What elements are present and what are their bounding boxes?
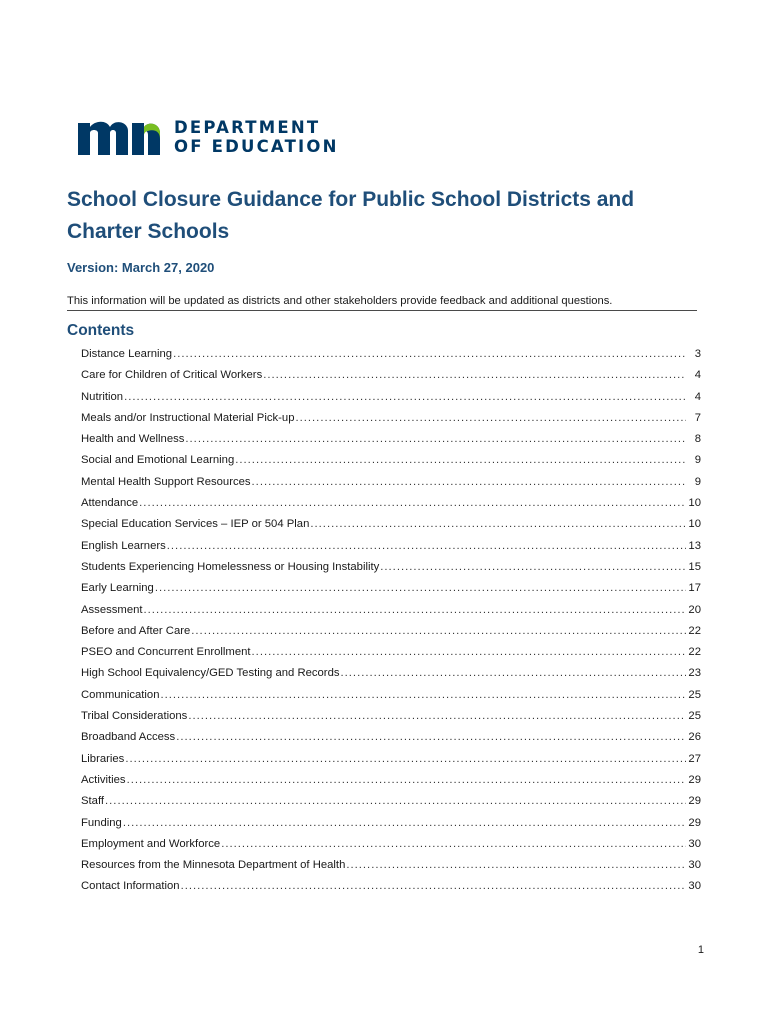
toc-entry[interactable] — [81, 557, 701, 578]
toc-leader-dots — [160, 685, 686, 706]
toc-entry-page: 7 — [694, 411, 701, 424]
toc-entry-label[interactable]: Before and After Care — [81, 624, 191, 637]
toc-leader-dots — [310, 514, 686, 535]
contents-heading: Contents — [67, 322, 135, 339]
toc-entry-label[interactable]: PSEO and Concurrent Enrollment — [81, 646, 251, 659]
toc-entry[interactable] — [81, 408, 701, 429]
toc-entry-page: 15 — [688, 560, 701, 573]
toc-entry-page: 23 — [688, 667, 701, 680]
toc-entry[interactable] — [81, 493, 701, 514]
toc-entry-label[interactable]: Employment and Workforce — [81, 837, 221, 850]
toc-entry-label[interactable]: Activities — [81, 773, 126, 786]
table-of-contents — [81, 344, 701, 898]
toc-entry-page: 4 — [694, 369, 701, 382]
toc-entry[interactable] — [81, 770, 701, 791]
toc-leader-dots — [341, 663, 686, 684]
toc-leader-dots — [123, 813, 686, 834]
toc-entry-label[interactable]: Broadband Access — [81, 731, 176, 744]
toc-leader-dots — [252, 472, 686, 493]
toc-entry[interactable] — [81, 429, 701, 450]
toc-entry-page: 29 — [688, 816, 701, 829]
toc-leader-dots — [185, 429, 686, 450]
logo-line-2: OF EDUCATION — [174, 137, 339, 156]
toc-leader-dots — [176, 727, 686, 748]
toc-entry[interactable] — [81, 472, 701, 493]
toc-leader-dots — [139, 493, 686, 514]
toc-entry-page: 22 — [688, 624, 701, 637]
toc-entry[interactable] — [81, 578, 701, 599]
toc-entry-page: 13 — [688, 539, 701, 552]
toc-leader-dots — [167, 536, 686, 557]
version-date: Version: March 27, 2020 — [67, 260, 215, 275]
toc-entry[interactable] — [81, 387, 701, 408]
toc-entry-label[interactable]: High School Equivalency/GED Testing and Records — [81, 667, 340, 680]
toc-entry[interactable] — [81, 621, 701, 642]
toc-entry-page: 27 — [688, 752, 701, 765]
toc-leader-dots — [263, 365, 686, 386]
toc-leader-dots — [235, 450, 686, 471]
toc-entry[interactable] — [81, 450, 701, 471]
toc-entry-label[interactable]: Tribal Considerations — [81, 710, 188, 723]
toc-entry[interactable] — [81, 706, 701, 727]
toc-entry-label[interactable]: Resources from the Minnesota Department of Health — [81, 859, 346, 872]
toc-entry-label[interactable]: Social and Emotional Learning — [81, 454, 235, 467]
toc-entry[interactable] — [81, 600, 701, 621]
toc-leader-dots — [191, 621, 686, 642]
toc-entry-page: 3 — [694, 348, 701, 360]
toc-leader-dots — [144, 600, 686, 621]
toc-leader-dots — [127, 770, 686, 791]
toc-entry[interactable] — [81, 727, 701, 748]
toc-entry-label[interactable]: Meals and/or Instructional Material Pick-up — [81, 411, 295, 424]
toc-entry[interactable] — [81, 536, 701, 557]
toc-entry[interactable] — [81, 834, 701, 855]
toc-entry-label[interactable]: Staff — [81, 795, 105, 808]
logo-line-1: DEPARTMENT — [174, 118, 321, 137]
toc-leader-dots — [124, 387, 686, 408]
toc-entry[interactable] — [81, 344, 701, 365]
toc-entry-page: 8 — [694, 433, 701, 446]
toc-leader-dots — [181, 876, 686, 897]
toc-entry-page: 9 — [694, 475, 701, 488]
toc-leader-dots — [125, 749, 686, 770]
toc-entry-label[interactable]: Libraries — [81, 752, 125, 765]
toc-entry[interactable] — [81, 365, 701, 386]
mn-logo-mark-icon — [76, 117, 160, 157]
toc-entry[interactable] — [81, 514, 701, 535]
toc-leader-dots — [188, 706, 686, 727]
toc-entry[interactable] — [81, 642, 701, 663]
toc-entry[interactable] — [81, 813, 701, 834]
toc-entry-label[interactable]: Special Education Services – IEP or 504 Plan — [81, 518, 310, 531]
toc-leader-dots — [155, 578, 686, 599]
toc-entry-page: 4 — [694, 390, 701, 403]
toc-entry-page: 9 — [694, 454, 701, 467]
document-title: School Closure Guidance for Public School Districts and Charter Schools — [67, 188, 635, 243]
toc-entry[interactable] — [81, 791, 701, 812]
toc-entry-label[interactable]: Assessment — [81, 603, 143, 616]
toc-entry-label[interactable]: Nutrition — [81, 390, 124, 403]
toc-entry-label[interactable]: Mental Health Support Resources — [81, 475, 251, 488]
toc-entry-page: 25 — [688, 688, 701, 701]
toc-entry-label[interactable]: Funding — [81, 816, 122, 829]
toc-entry-label[interactable]: Contact Information — [81, 880, 180, 893]
toc-leader-dots — [221, 834, 686, 855]
department-logo — [76, 116, 339, 158]
toc-leader-dots — [346, 855, 686, 876]
toc-entry-page: 30 — [688, 880, 701, 893]
toc-entry-label[interactable]: Care for Children of Critical Workers — [81, 369, 263, 382]
toc-entry-page: 29 — [688, 773, 701, 786]
toc-leader-dots — [252, 642, 686, 663]
toc-leader-dots — [295, 408, 686, 429]
page-number: 1 — [697, 944, 704, 956]
toc-entry-label[interactable]: Students Experiencing Homelessness or Housing Instability — [81, 560, 380, 573]
toc-entry-label[interactable]: Health and Wellness — [81, 433, 185, 446]
toc-entry-label[interactable]: Attendance — [81, 497, 139, 510]
update-notice: This information will be updated as districts and other stakeholders provide feedback and additional questions. — [67, 295, 697, 311]
toc-entry-page: 26 — [688, 731, 701, 744]
toc-entry-page: 30 — [688, 859, 701, 872]
toc-entry[interactable] — [81, 876, 701, 897]
toc-entry-page: 25 — [688, 710, 701, 723]
toc-leader-dots — [380, 557, 686, 578]
toc-entry[interactable] — [81, 749, 701, 770]
toc-entry-page: 30 — [688, 837, 701, 850]
toc-entry-page: 29 — [688, 795, 701, 808]
toc-entry-page: 17 — [688, 582, 701, 595]
toc-entry-page: 20 — [688, 603, 701, 616]
toc-entry-page: 22 — [688, 646, 701, 659]
toc-entry-label[interactable]: Distance Learning — [81, 348, 173, 360]
toc-entry[interactable] — [81, 855, 701, 876]
toc-entry[interactable] — [81, 663, 701, 684]
toc-entry-page: 10 — [688, 497, 701, 510]
toc-entry-label[interactable]: Communication — [81, 688, 160, 701]
toc-leader-dots — [173, 344, 686, 365]
toc-entry-label[interactable]: English Learners — [81, 539, 166, 552]
toc-entry-label[interactable]: Early Learning — [81, 582, 154, 595]
toc-entry[interactable] — [81, 685, 701, 706]
toc-entry-page: 10 — [688, 518, 701, 531]
toc-leader-dots — [105, 791, 686, 812]
